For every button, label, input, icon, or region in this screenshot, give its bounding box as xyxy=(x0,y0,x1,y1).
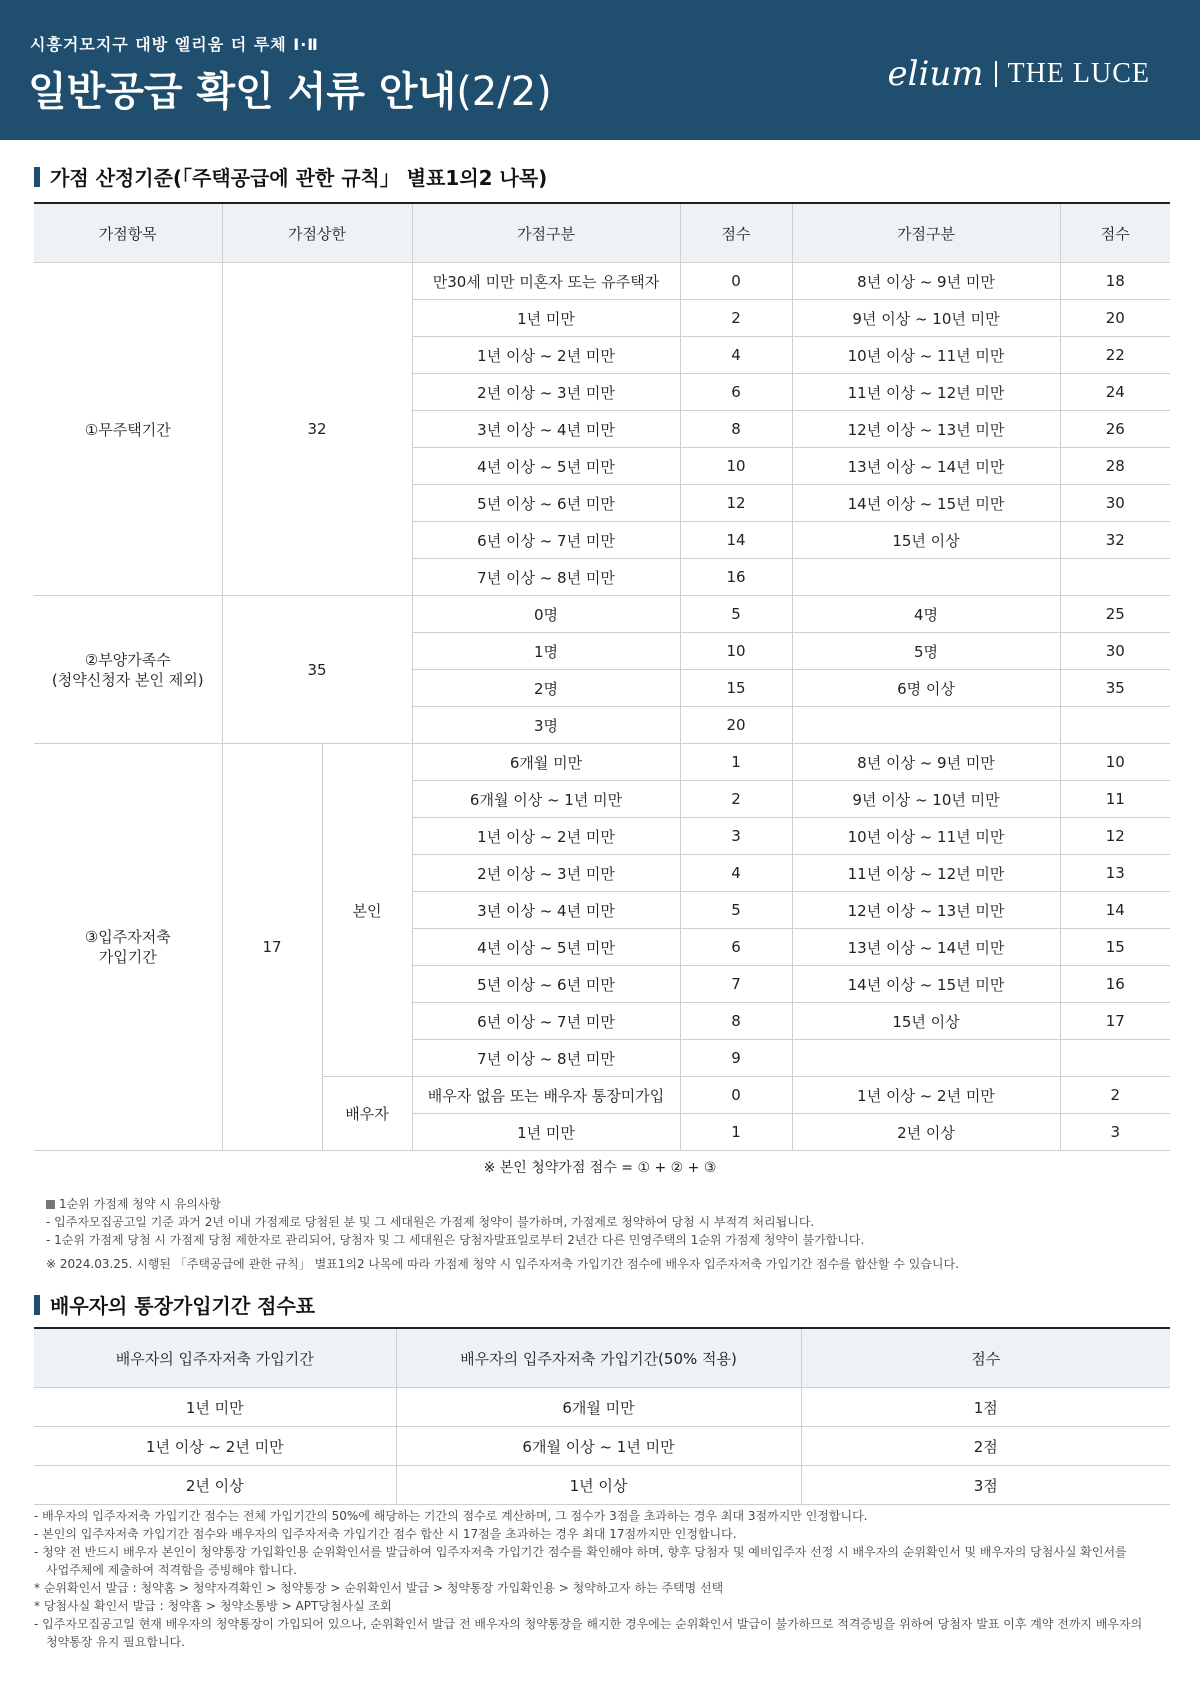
table-cell: 1년 이상 ~ 2년 미만 xyxy=(412,818,680,855)
table-cell: 4 xyxy=(680,337,792,374)
table-cell: 0 xyxy=(680,1077,792,1114)
table-cell: 3 xyxy=(1060,1114,1170,1151)
item-no-home-period: ①무주택기간 xyxy=(34,263,222,596)
table-cell xyxy=(1060,559,1170,596)
table-cell: 2점 xyxy=(801,1427,1170,1466)
table-cell: 0 xyxy=(680,263,792,300)
table-cell: 25 xyxy=(1060,596,1170,633)
note-line: * 당첨사실 확인서 발급 : 청약홈 > 청약소통방 > APT당첨사실 조회 xyxy=(34,1599,392,1613)
table-cell: 3 xyxy=(680,818,792,855)
table-cell: 14년 이상 ~ 15년 미만 xyxy=(792,966,1060,1003)
table-cell xyxy=(792,559,1060,596)
table-cell: 1년 미만 xyxy=(412,1114,680,1151)
section-title-text: 배우자의 통장가입기간 점수표 xyxy=(50,1294,316,1318)
table-cell: 6명 이상 xyxy=(792,670,1060,707)
table-cell: 1명 xyxy=(412,633,680,670)
table-cell: 2년 이상 ~ 3년 미만 xyxy=(412,855,680,892)
section-title-score-criteria xyxy=(34,162,547,191)
column-header: 점수 xyxy=(1060,203,1170,263)
column-header: 가점항목 xyxy=(34,203,222,263)
star-note: ※ 2024.03.25. 시행된 「주택공급에 관한 규칙」 별표1의2 나목에 따라 가점제 청약 시 입주자저축 가입기간 점수에 배우자 입주자저축 가입기간 점수를 합산할 수 있습니다. xyxy=(46,1257,959,1271)
column-header: 점수 xyxy=(801,1328,1170,1388)
section-title-text: 가점 산정기준(「주택공급에 관한 규칙」 별표1의2 나목) xyxy=(50,166,548,190)
table-cell: 10 xyxy=(680,633,792,670)
table-cell: 35 xyxy=(1060,670,1170,707)
table-cell: 4명 xyxy=(792,596,1060,633)
square-bullet-icon xyxy=(46,1200,55,1209)
table-cell: 7년 이상 ~ 8년 미만 xyxy=(412,1040,680,1077)
table-cell: 2년 이상 ~ 3년 미만 xyxy=(412,374,680,411)
table-cell: 배우자 없음 또는 배우자 통장미가입 xyxy=(412,1077,680,1114)
notes-title xyxy=(46,1195,959,1213)
table-cell: 30 xyxy=(1060,485,1170,522)
table-header-row xyxy=(34,203,1170,263)
column-header: 배우자의 입주자저축 가입기간(50% 적용) xyxy=(396,1328,801,1388)
table-cell: 9년 이상 ~ 10년 미만 xyxy=(792,300,1060,337)
title-text: 일반공급 확인 서류 안내 xyxy=(28,69,457,115)
table-cell: 8 xyxy=(680,411,792,448)
table-cell: 8년 이상 ~ 9년 미만 xyxy=(792,744,1060,781)
table-cell: 12 xyxy=(1060,818,1170,855)
table-cell: 15 xyxy=(680,670,792,707)
table-cell: 6개월 이상 ~ 1년 미만 xyxy=(412,781,680,818)
table-cell: 6개월 미만 xyxy=(412,744,680,781)
page-header xyxy=(0,0,1200,140)
table-cell: 15 xyxy=(1060,929,1170,966)
logo-the-luce: THE LUCE xyxy=(1007,58,1150,89)
table-cell: 5 xyxy=(680,892,792,929)
table-cell: 1 xyxy=(680,744,792,781)
table-cell xyxy=(1060,707,1170,744)
table-cell: 30 xyxy=(1060,633,1170,670)
note-line: * 순위확인서 발급 : 청약홈 > 청약자격확인 > 청약통장 > 순위확인서 발급 > 청약통장 가입확인용 > 청약하고자 하는 주택명 선택 xyxy=(34,1581,724,1595)
table-cell: 10 xyxy=(680,448,792,485)
column-header: 가점구분 xyxy=(792,203,1060,263)
table-cell: 1 xyxy=(680,1114,792,1151)
page-indicator: (2/2) xyxy=(456,69,552,115)
table-row xyxy=(34,1427,1170,1466)
table-cell: 1년 미만 xyxy=(34,1388,396,1427)
table-cell xyxy=(792,707,1060,744)
table-cell: 10년 이상 ~ 11년 미만 xyxy=(792,818,1060,855)
spouse-notes-block xyxy=(34,1507,1144,1651)
table-cell xyxy=(792,1040,1060,1077)
column-header: 점수 xyxy=(680,203,792,263)
table-cell: 17 xyxy=(1060,1003,1170,1040)
table-cell: 7 xyxy=(680,966,792,1003)
subgroup-self: 본인 xyxy=(322,744,412,1077)
subgroup-spouse: 배우자 xyxy=(322,1077,412,1151)
note-line: 청약통장 유지 필요합니다. xyxy=(46,1635,185,1649)
item-savings-period xyxy=(34,744,222,1151)
notes-title-text: 1순위 가점제 청약 시 유의사항 xyxy=(59,1197,221,1211)
table-cell: 1년 이상 ~ 2년 미만 xyxy=(792,1077,1060,1114)
note-line: - 입주자모집공고일 기준 과거 2년 이내 가점제로 당첨된 분 및 그 세대원은 가점제 청약이 불가하며, 가점제로 청약하여 당첨 시 부적격 처리됩니다. xyxy=(46,1215,815,1229)
table-cell: 3점 xyxy=(801,1466,1170,1505)
table-cell: 1년 이상 ~ 2년 미만 xyxy=(412,337,680,374)
table-cell: 20 xyxy=(1060,300,1170,337)
table-cell: 2 xyxy=(680,300,792,337)
brand-logo xyxy=(887,54,1150,94)
item-label-line: ③입주자저축 xyxy=(84,928,171,946)
table-cell: 15년 이상 xyxy=(792,1003,1060,1040)
table-cell: 6년 이상 ~ 7년 미만 xyxy=(412,1003,680,1040)
max-score: 35 xyxy=(222,596,412,744)
table-cell: 20 xyxy=(680,707,792,744)
table-row xyxy=(34,263,1170,300)
table-cell: 16 xyxy=(680,559,792,596)
table-cell: 12 xyxy=(680,485,792,522)
table-cell xyxy=(1060,1040,1170,1077)
table-cell: 2년 이상 xyxy=(34,1466,396,1505)
item-label-line: 가입기간 xyxy=(98,948,157,966)
table-cell: 13년 이상 ~ 14년 미만 xyxy=(792,448,1060,485)
table-cell: 5년 이상 ~ 6년 미만 xyxy=(412,485,680,522)
item-label-line: ②부양가족수 xyxy=(84,650,171,669)
table-cell: 9 xyxy=(680,1040,792,1077)
header-subtitle: 시흥거모지구 대방 엘리움 더 루체 Ⅰ·Ⅱ xyxy=(30,35,319,54)
table-cell: 4 xyxy=(680,855,792,892)
table-cell: 11 xyxy=(1060,781,1170,818)
score-criteria-table xyxy=(34,202,1170,1151)
max-score: 32 xyxy=(222,263,412,596)
section-title-spouse-score xyxy=(34,1290,315,1319)
column-header: 배우자의 입주자저축 가입기간 xyxy=(34,1328,396,1388)
table-cell: 1점 xyxy=(801,1388,1170,1427)
spouse-score-table xyxy=(34,1327,1170,1505)
table-cell: 6개월 미만 xyxy=(396,1388,801,1427)
table-cell: 4년 이상 ~ 5년 미만 xyxy=(412,929,680,966)
table-cell: 2년 이상 xyxy=(792,1114,1060,1151)
column-header: 가점상한 xyxy=(222,203,412,263)
table-cell: 13 xyxy=(1060,855,1170,892)
note-line: 사업주체에 제출하여 적격함을 증빙해야 합니다. xyxy=(46,1563,297,1577)
table-cell: 9년 이상 ~ 10년 미만 xyxy=(792,781,1060,818)
table-cell: 15년 이상 xyxy=(792,522,1060,559)
table-cell: 5 xyxy=(680,596,792,633)
table-row xyxy=(34,596,1170,633)
table-cell: 3년 이상 ~ 4년 미만 xyxy=(412,411,680,448)
table-cell: 10년 이상 ~ 11년 미만 xyxy=(792,337,1060,374)
table-cell: 12년 이상 ~ 13년 미만 xyxy=(792,411,1060,448)
column-header: 가점구분 xyxy=(412,203,680,263)
table-cell: 22 xyxy=(1060,337,1170,374)
table-cell: 1년 이상 ~ 2년 미만 xyxy=(34,1427,396,1466)
table-cell: 28 xyxy=(1060,448,1170,485)
table-cell: 6년 이상 ~ 7년 미만 xyxy=(412,522,680,559)
table-cell: 1년 이상 xyxy=(396,1466,801,1505)
table-row xyxy=(34,1388,1170,1427)
table-cell: 13년 이상 ~ 14년 미만 xyxy=(792,929,1060,966)
table-cell: 10 xyxy=(1060,744,1170,781)
table-cell: 5명 xyxy=(792,633,1060,670)
table-cell: 7년 이상 ~ 8년 미만 xyxy=(412,559,680,596)
logo-elium: elium xyxy=(887,54,984,94)
table-cell: 11년 이상 ~ 12년 미만 xyxy=(792,855,1060,892)
table-cell: 3명 xyxy=(412,707,680,744)
table-cell: 11년 이상 ~ 12년 미만 xyxy=(792,374,1060,411)
table-cell: 2명 xyxy=(412,670,680,707)
table-row xyxy=(34,744,1170,781)
table-cell: 24 xyxy=(1060,374,1170,411)
item-label-line: (청약신청자 본인 제외) xyxy=(51,670,204,689)
note-line: - 배우자의 입주자저축 가입기간 점수는 전체 가입기간의 50%에 해당하는 기간의 점수로 계산하며, 그 점수가 3점을 초과하는 경우 최대 3점까지만 인정합니다. xyxy=(34,1509,868,1523)
table-cell: 2 xyxy=(680,781,792,818)
section-marker xyxy=(34,1295,40,1315)
score-formula: ※ 본인 청약가점 점수 = ① + ② + ③ xyxy=(483,1160,717,1176)
max-score: 17 xyxy=(222,744,322,1151)
logo-divider xyxy=(995,61,997,87)
table-cell: 14년 이상 ~ 15년 미만 xyxy=(792,485,1060,522)
section-marker xyxy=(34,167,40,187)
table-cell: 16 xyxy=(1060,966,1170,1003)
page-title xyxy=(28,60,552,117)
table-cell: 2 xyxy=(1060,1077,1170,1114)
table-cell: 8년 이상 ~ 9년 미만 xyxy=(792,263,1060,300)
table-cell: 8 xyxy=(680,1003,792,1040)
table-cell: 만30세 미만 미혼자 또는 유주택자 xyxy=(412,263,680,300)
table-cell: 6 xyxy=(680,374,792,411)
table-cell: 3년 이상 ~ 4년 미만 xyxy=(412,892,680,929)
note-line: - 본인의 입주자저축 가입기간 점수와 배우자의 입주자저축 가입기간 점수 합산 시 17점을 초과하는 경우 최대 17점까지만 인정합니다. xyxy=(34,1527,737,1541)
notes-block xyxy=(46,1195,959,1273)
table-cell: 26 xyxy=(1060,411,1170,448)
table-cell: 12년 이상 ~ 13년 미만 xyxy=(792,892,1060,929)
table-cell: 14 xyxy=(1060,892,1170,929)
table-cell: 6 xyxy=(680,929,792,966)
table-cell: 18 xyxy=(1060,263,1170,300)
table-row xyxy=(34,1466,1170,1505)
table-header-row xyxy=(34,1328,1170,1388)
table-cell: 0명 xyxy=(412,596,680,633)
note-line: - 청약 전 반드시 배우자 본인이 청약통장 가입확인용 순위확인서를 발급하여 입주자저축 가입기간 점수를 확인해야 하며, 향후 당첨자 및 예비입주자 선정 시 배우자의 순위확인서 및 배우자의 당첨사실 확인서를 xyxy=(34,1545,1127,1559)
table-cell: 5년 이상 ~ 6년 미만 xyxy=(412,966,680,1003)
table-cell: 4년 이상 ~ 5년 미만 xyxy=(412,448,680,485)
table-cell: 6개월 이상 ~ 1년 미만 xyxy=(396,1427,801,1466)
table-cell: 14 xyxy=(680,522,792,559)
note-line: - 1순위 가점제 당첨 시 가점제 당첨 제한자로 관리되어, 당첨자 및 그 세대원은 당첨자발표일로부터 2년간 다른 민영주택의 1순위 가점제 청약이 불가합니다. xyxy=(46,1233,865,1247)
table-cell: 32 xyxy=(1060,522,1170,559)
table-cell: 1년 미만 xyxy=(412,300,680,337)
item-dependents xyxy=(34,596,222,744)
note-line: - 입주자모집공고일 현재 배우자의 청약통장이 가입되어 있으나, 순위확인서 발급 전 배우자의 청약통장을 해지한 경우에는 순위확인서 발급이 불가하므로 적격증빙을 위하여 당첨자 발표 이후 계약 전까지 배우자의 xyxy=(34,1617,1143,1631)
